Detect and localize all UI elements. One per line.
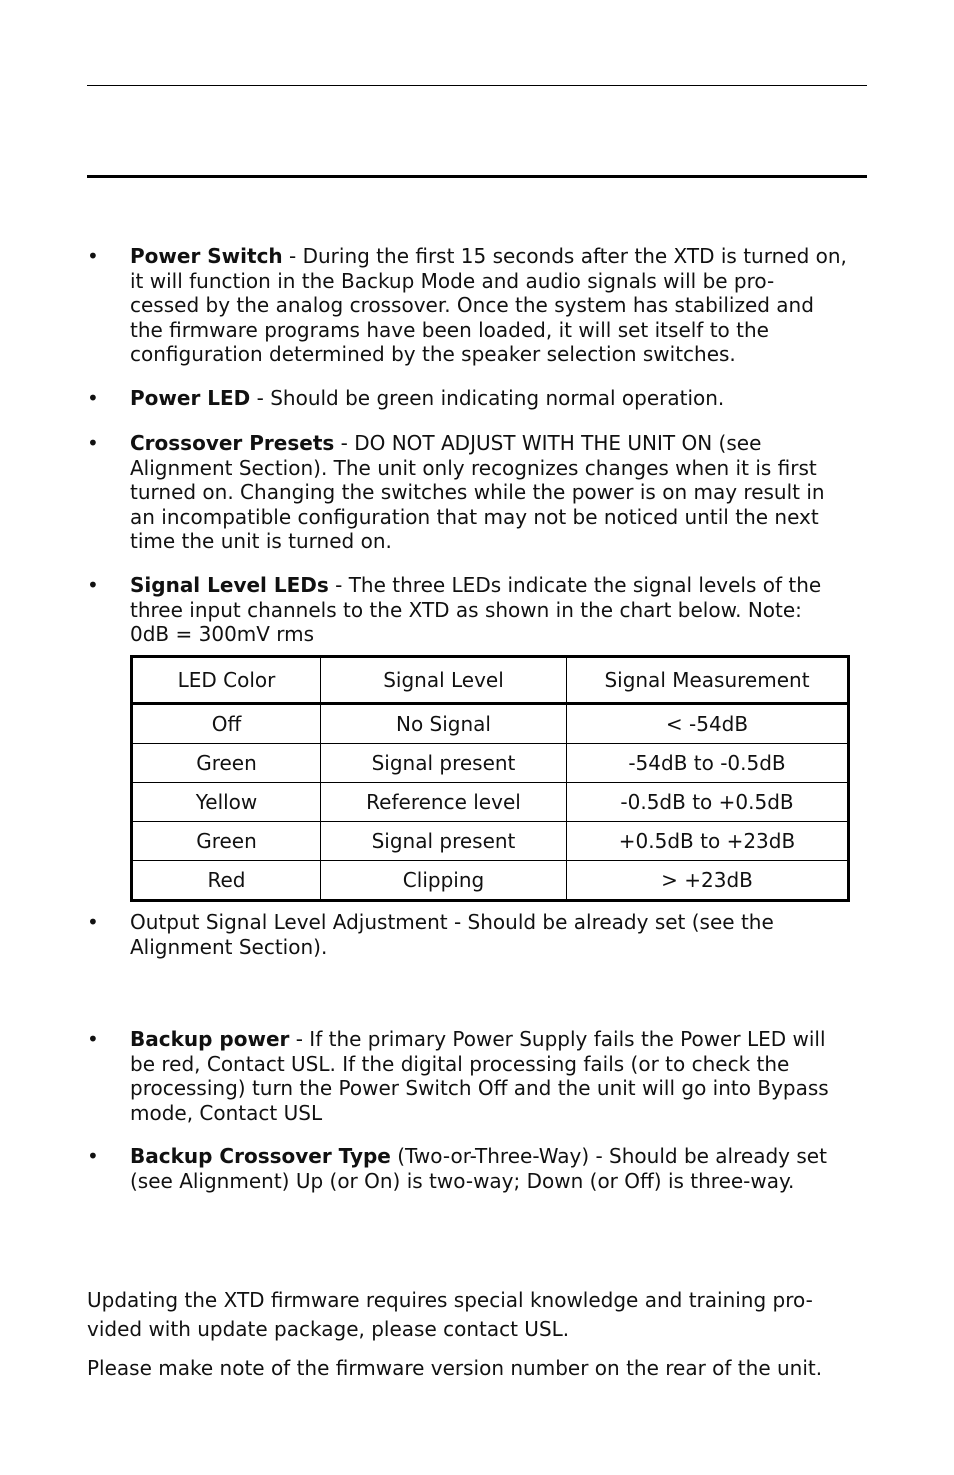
bullet-text: 0dB = 300mV rms — [130, 622, 315, 646]
table-row — [132, 783, 849, 822]
bullet-dot: • — [87, 910, 99, 934]
bullet-title: Power Switch — [130, 244, 283, 268]
bullet-text: Alignment Section). The unit only recognizes changes when it is first — [130, 455, 817, 480]
bullet-title: Signal Level LEDs — [130, 573, 329, 597]
table-cell: Green — [132, 744, 321, 783]
paragraph-firmware-update — [87, 1286, 871, 1344]
table-row — [132, 744, 849, 783]
bullet-dot: • — [87, 1144, 99, 1168]
table-header-row — [132, 657, 849, 704]
paragraph-line: Please make note of the firmware version number on the rear of the unit. — [87, 1356, 823, 1380]
bullet-title: Backup power — [130, 1027, 290, 1051]
table-cell: Signal present — [321, 744, 567, 783]
bullet-dot: • — [87, 386, 99, 410]
table-cell: +0.5dB to +23dB — [567, 822, 849, 861]
header-rule-thin — [87, 85, 867, 86]
bullet-text: - During the first 15 seconds after the XTD is turned on, — [282, 244, 847, 268]
bullet-title: Backup Crossover Type — [130, 1144, 391, 1168]
table-cell: Off — [132, 704, 321, 744]
column-header: Signal Level — [321, 657, 567, 704]
table-row — [132, 822, 849, 861]
bullet-text: - The three LEDs indicate the signal levels of the — [328, 573, 822, 597]
bullet-text: (Two-or-Three-Way) - Should be already set — [390, 1144, 827, 1168]
bullet-text: Output Signal Level Adjustment - Should be already set (see the — [130, 910, 774, 934]
table-cell: Clipping — [321, 861, 567, 901]
paragraph-line: Updating the XTD firmware requires special knowledge and training pro- — [87, 1288, 813, 1312]
bullet-title: Crossover Presets — [130, 431, 335, 455]
bullet-text: it will function in the Backup Mode and audio signals will be pro- — [130, 268, 775, 293]
table-cell: Signal present — [321, 822, 567, 861]
table-cell: -0.5dB to +0.5dB — [567, 783, 849, 822]
paragraph-line: vided with update package, please contact USL. — [87, 1317, 570, 1341]
table-cell: Green — [132, 822, 321, 861]
bullet-text: - If the primary Power Supply fails the Power LED will — [289, 1027, 826, 1051]
bullet-text: configuration determined by the speaker selection switches. — [130, 342, 736, 366]
signal-level-table — [130, 655, 850, 902]
table-cell: Red — [132, 861, 321, 901]
table-cell: < -54dB — [567, 704, 849, 744]
bullet-dot: • — [87, 244, 99, 268]
bullet-text: be red, Contact USL. If the digital processing fails (or to check the — [130, 1051, 790, 1076]
column-header: LED Color — [132, 657, 321, 704]
bullet-text: three input channels to the XTD as shown in the chart below. Note: — [130, 597, 802, 622]
table-row — [132, 861, 849, 901]
bullet-text: Alignment Section). — [130, 934, 328, 959]
bullet-title: Power LED — [130, 386, 251, 410]
bullet-text: processing) turn the Power Switch Off and the unit will go into Bypass — [130, 1076, 829, 1100]
bullet-text: turned on. Changing the switches while the power is on may result in — [130, 480, 825, 504]
bullet-dot: • — [87, 431, 99, 455]
bullet-text: time the unit is turned on. — [130, 529, 392, 553]
column-header: Signal Measurement — [567, 657, 849, 704]
bullet-text: - Should be green indicating normal operation. — [250, 386, 725, 410]
table-cell: Yellow — [132, 783, 321, 822]
header-rule-thick — [87, 175, 867, 178]
bullet-text: (see Alignment) Up (or On) is two-way; Down (or Off) is three-way. — [130, 1168, 795, 1193]
table-cell: -54dB to -0.5dB — [567, 744, 849, 783]
bullet-dot: • — [87, 573, 99, 597]
bullet-text: - DO NOT ADJUST WITH THE UNIT ON (see — [334, 431, 762, 455]
bullet-text: an incompatible configuration that may not be noticed until the next — [130, 504, 819, 529]
paragraph-firmware-version-note — [87, 1354, 871, 1383]
bullet-text: the firmware programs have been loaded, it will set itself to the — [130, 317, 769, 342]
bullet-text: cessed by the analog crossover. Once the system has stabilized and — [130, 293, 814, 317]
table-row — [132, 704, 849, 744]
bullet-text: mode, Contact USL — [130, 1100, 323, 1125]
table-cell: Reference level — [321, 783, 567, 822]
bullet-dot: • — [87, 1027, 99, 1051]
table-cell: No Signal — [321, 704, 567, 744]
table-cell: > +23dB — [567, 861, 849, 901]
